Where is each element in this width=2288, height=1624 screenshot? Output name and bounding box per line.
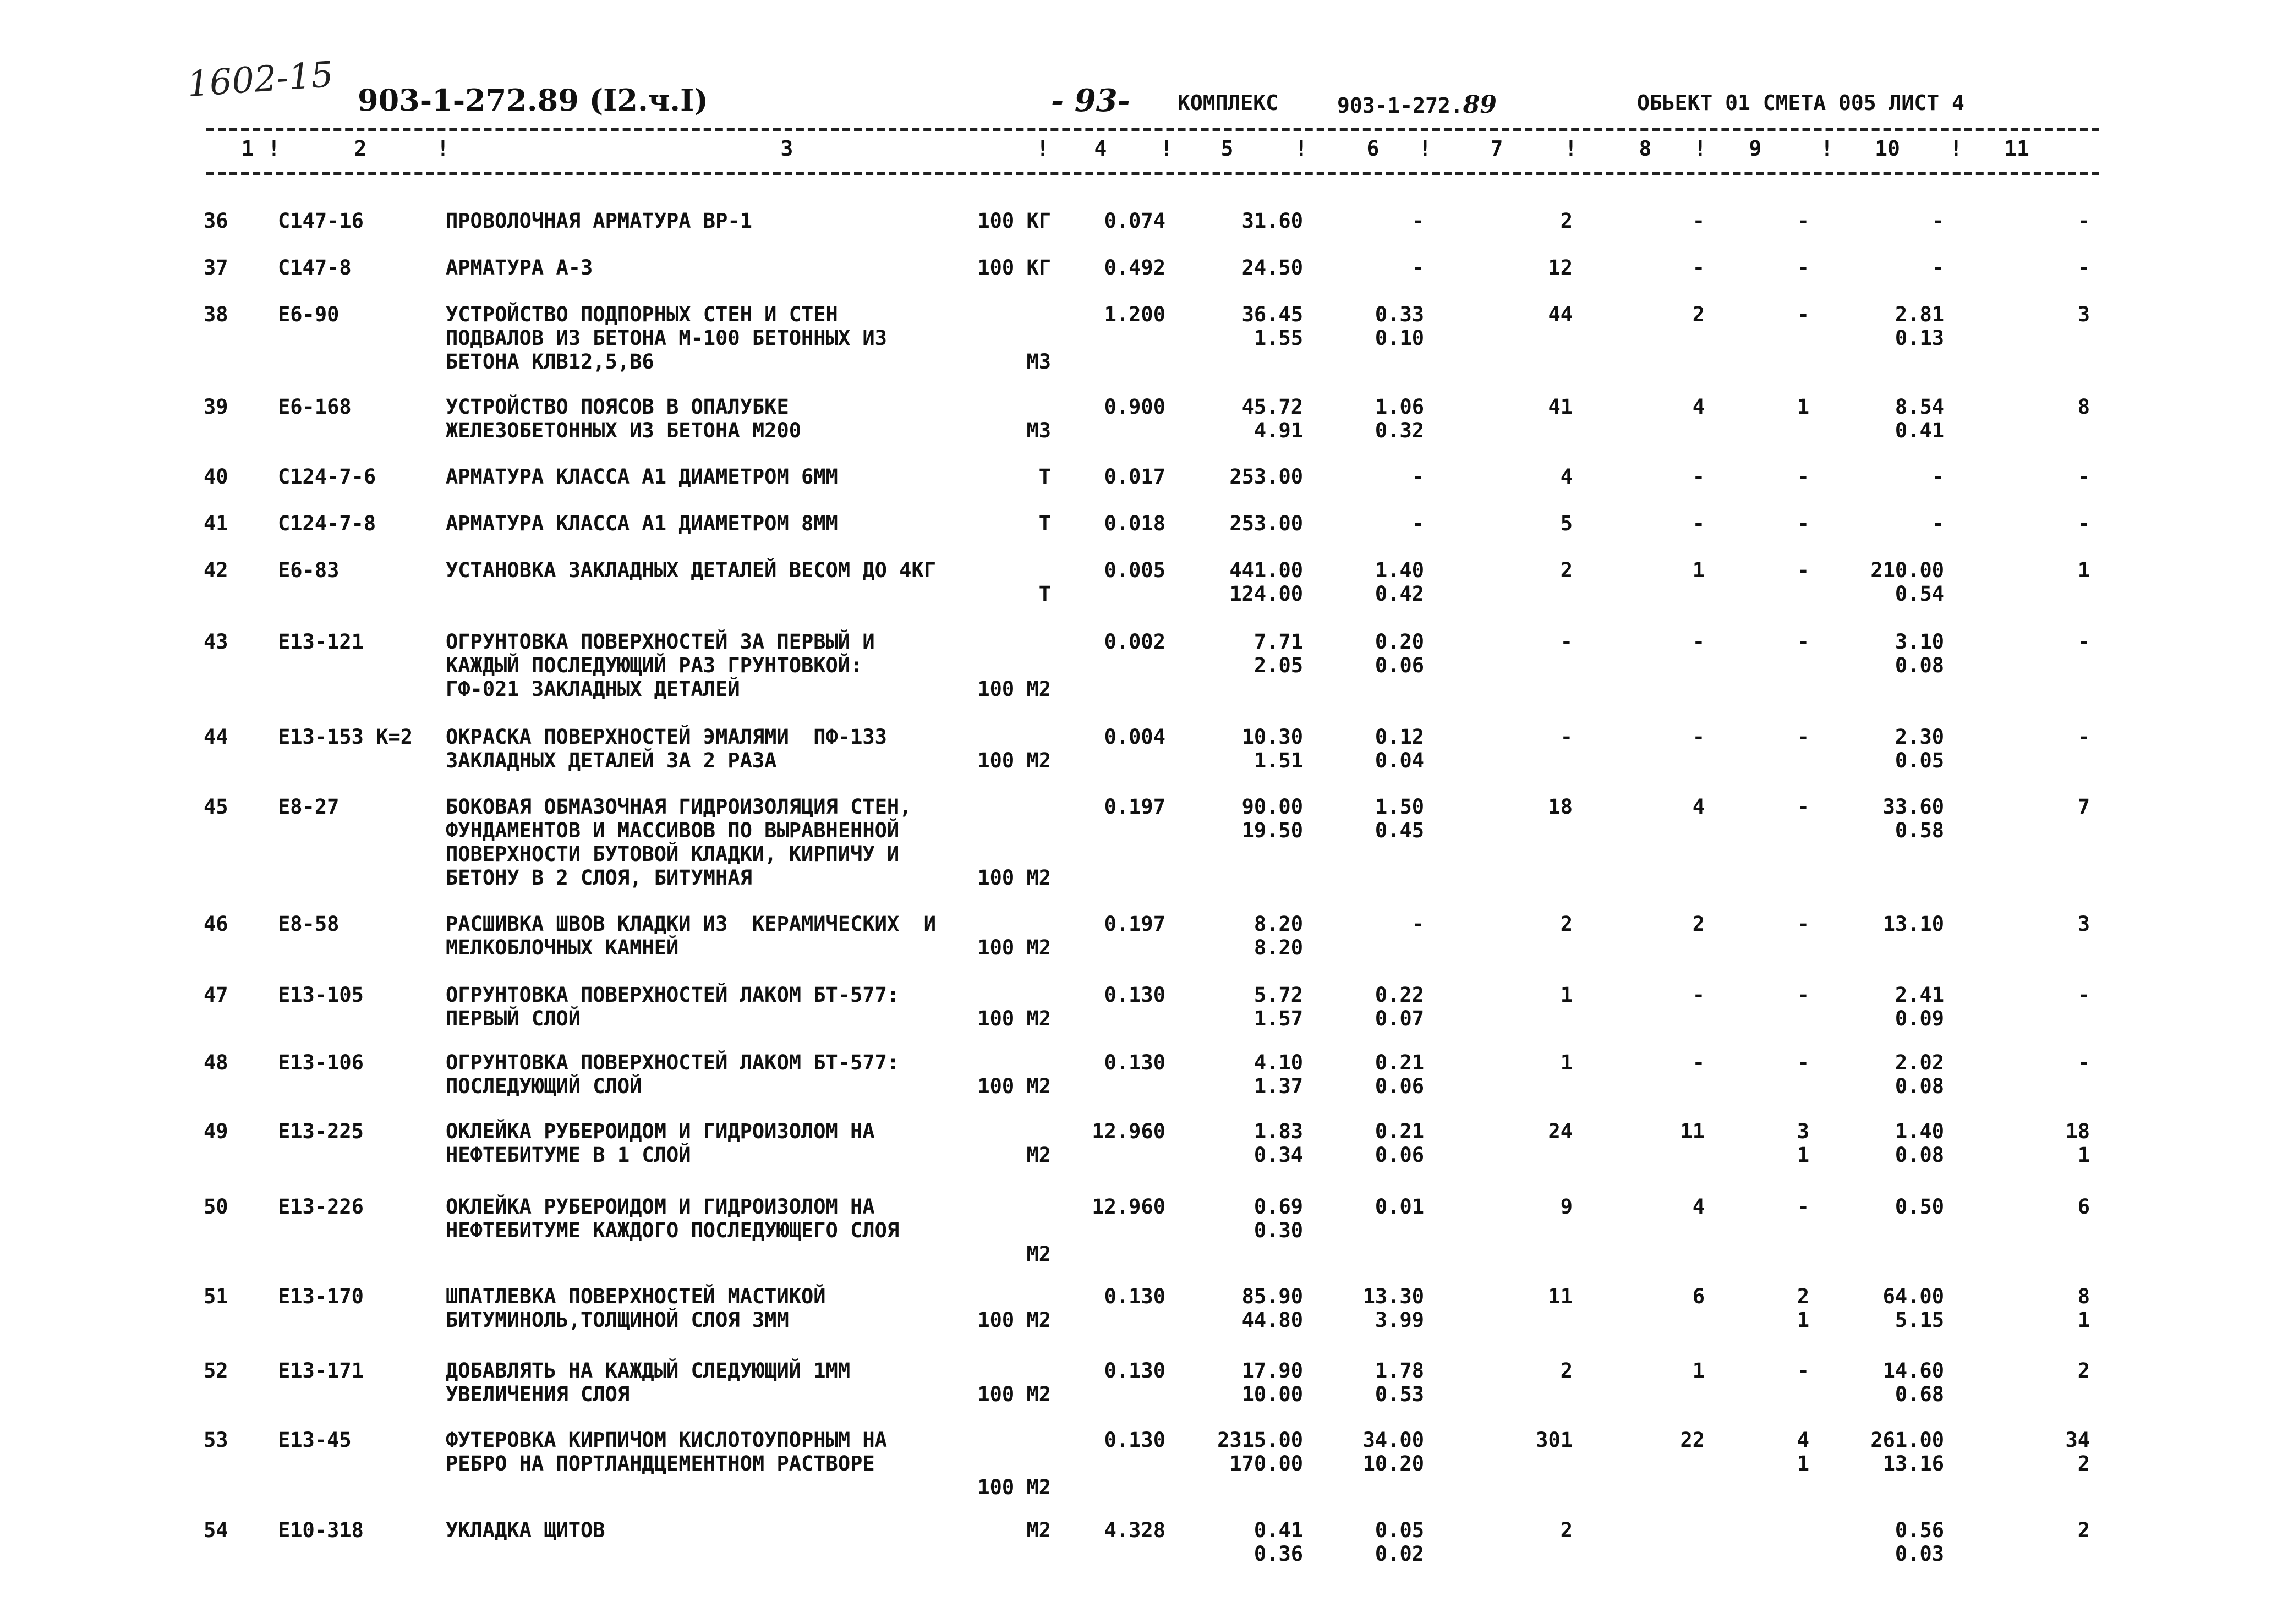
unit-cost: 441.00 124.00 bbox=[1229, 558, 1303, 606]
norm-code: Е13-226 bbox=[278, 1195, 364, 1219]
work-description: УКЛАДКА ЩИТОВ bbox=[446, 1518, 605, 1542]
work-description: ФУТЕРОВКА КИРПИЧОМ КИСЛОТОУПОРНЫМ НА РЕБРО НА ПОРТЛАНДЦЕМЕНТНОМ РАСТВОРЕ bbox=[446, 1428, 887, 1475]
column-number: 2 bbox=[354, 136, 367, 161]
unit-of-measure: М2 bbox=[1026, 1518, 1051, 1542]
machine-cost: 0.33 0.10 bbox=[1375, 303, 1424, 350]
column-number: 1 bbox=[241, 136, 254, 161]
total-cost: 2 bbox=[1560, 1518, 1573, 1542]
unit-of-measure: 100 КГ bbox=[977, 256, 1051, 279]
machine-wages: - bbox=[1797, 465, 1809, 489]
labor-total: - bbox=[2077, 630, 2090, 654]
labor-costs: 0.50 bbox=[1895, 1195, 1944, 1219]
column-separator: ! bbox=[1295, 136, 1308, 161]
labor-costs: 3.10 0.08 bbox=[1895, 630, 1944, 677]
quantity: 4.328 bbox=[1104, 1518, 1165, 1542]
machine-wages: - bbox=[1797, 209, 1809, 233]
labor-costs: 2.30 0.05 bbox=[1895, 725, 1944, 772]
labor-costs: 2.02 0.08 bbox=[1895, 1051, 1944, 1098]
quantity: 0.074 bbox=[1104, 209, 1165, 233]
quantity: 0.197 bbox=[1104, 795, 1165, 819]
quantity: 0.004 bbox=[1104, 725, 1165, 749]
kompleks-year: 89 bbox=[1463, 91, 1497, 119]
labor-total: - bbox=[2077, 1051, 2090, 1074]
labor-total: 8 bbox=[2077, 395, 2090, 419]
quantity: 0.492 bbox=[1104, 256, 1165, 279]
machine-wages: - bbox=[1797, 630, 1809, 654]
labor-total: - bbox=[2077, 725, 2090, 749]
unit-cost: 7.71 2.05 bbox=[1254, 630, 1303, 677]
norm-code: Е13-171 bbox=[278, 1359, 364, 1382]
labor-costs: 2.41 0.09 bbox=[1895, 983, 1944, 1030]
work-description: ДОБАВЛЯТЬ НА КАЖДЫЙ СЛЕДУЮЩИЙ 1ММ УВЕЛИЧЕНИЯ СЛОЯ bbox=[446, 1359, 851, 1406]
unit-of-measure: 100 М2 bbox=[977, 677, 1051, 701]
labor-total: - bbox=[2077, 256, 2090, 279]
wages: - bbox=[1692, 630, 1705, 654]
labor-total: 7 bbox=[2077, 795, 2090, 819]
row-number: 46 bbox=[204, 912, 228, 936]
document-code: 903-1-272.89 (I2.ч.I) bbox=[358, 83, 708, 118]
unit-of-measure: 100 М2 bbox=[977, 866, 1051, 890]
total-cost: 24 bbox=[1548, 1120, 1573, 1143]
machine-wages: - bbox=[1797, 558, 1809, 582]
wages: 6 bbox=[1692, 1285, 1705, 1308]
machine-wages: - bbox=[1797, 1051, 1809, 1074]
column-number: 9 bbox=[1749, 136, 1762, 161]
row-number: 41 bbox=[204, 512, 228, 535]
machine-cost: 0.20 0.06 bbox=[1375, 630, 1424, 677]
labor-costs: - bbox=[1931, 209, 1944, 233]
unit-cost: 17.90 10.00 bbox=[1241, 1359, 1303, 1406]
work-description: ОГРУНТОВКА ПОВЕРХНОСТЕЙ ЗА ПЕРВЫЙ И КАЖДЫЙ ПОСЛЕДУЮЩИЙ РАЗ ГРУНТОВКОЙ: ГФ-021 ЗАКЛАДНЫХ ДЕТАЛЕЙ bbox=[446, 630, 875, 701]
row-number: 50 bbox=[204, 1195, 228, 1219]
labor-costs: 13.10 bbox=[1882, 912, 1944, 936]
column-separator: ! bbox=[1036, 136, 1049, 161]
row-number: 45 bbox=[204, 795, 228, 819]
unit-cost: 2315.00 170.00 bbox=[1217, 1428, 1303, 1475]
total-cost: 12 bbox=[1548, 256, 1573, 279]
unit-cost: 253.00 bbox=[1229, 465, 1303, 489]
labor-total: - bbox=[2077, 983, 2090, 1007]
quantity: 0.130 bbox=[1104, 1359, 1165, 1382]
unit-cost: 31.60 bbox=[1241, 209, 1303, 233]
row-number: 43 bbox=[204, 630, 228, 654]
machine-cost: - bbox=[1411, 512, 1424, 535]
machine-wages: - bbox=[1797, 303, 1809, 326]
wages: - bbox=[1692, 256, 1705, 279]
unit-of-measure: 100 М2 bbox=[977, 1382, 1051, 1406]
unit-of-measure: М3 bbox=[1026, 419, 1051, 442]
work-description: УСТРОЙСТВО ПОЯСОВ В ОПАЛУБКЕ ЖЕЛЕЗОБЕТОННЫХ ИЗ БЕТОНА М200 bbox=[446, 395, 802, 442]
machine-cost: 0.12 0.04 bbox=[1375, 725, 1424, 772]
work-description: АРМАТУРА КЛАССА А1 ДИАМЕТРОМ 8ММ bbox=[446, 512, 838, 535]
unit-cost: 253.00 bbox=[1229, 512, 1303, 535]
labor-costs: - bbox=[1931, 512, 1944, 535]
column-number: 4 bbox=[1094, 136, 1107, 161]
norm-code: Е6-168 bbox=[278, 395, 352, 419]
labor-total: - bbox=[2077, 209, 2090, 233]
unit-of-measure: 100 КГ bbox=[977, 209, 1051, 233]
work-description: ШПАТЛЕВКА ПОВЕРХНОСТЕЙ МАСТИКОЙ БИТУМИНОЛЬ,ТОЛЩИНОЙ СЛОЯ 3ММ bbox=[446, 1285, 826, 1332]
row-number: 44 bbox=[204, 725, 228, 749]
column-separator: ! bbox=[1160, 136, 1173, 161]
column-separator: ! bbox=[1419, 136, 1432, 161]
work-description: УСТРОЙСТВО ПОДПОРНЫХ СТЕН И СТЕН ПОДВАЛОВ ИЗ БЕТОНА М-100 БЕТОННЫХ ИЗ БЕТОНА КЛВ12,5,В6 bbox=[446, 303, 887, 374]
work-description: ОГРУНТОВКА ПОВЕРХНОСТЕЙ ЛАКОМ БТ-577: ПОСЛЕДУЮЩИЙ СЛОЙ bbox=[446, 1051, 900, 1098]
quantity: 1.200 bbox=[1104, 303, 1165, 326]
total-cost: 11 bbox=[1548, 1285, 1573, 1308]
wages: 2 bbox=[1692, 303, 1705, 326]
total-cost: 301 bbox=[1536, 1428, 1573, 1452]
wages: - bbox=[1692, 465, 1705, 489]
labor-total: 2 bbox=[2077, 1359, 2090, 1382]
wages: 4 bbox=[1692, 795, 1705, 819]
quantity: 0.005 bbox=[1104, 558, 1165, 582]
machine-cost: 1.78 0.53 bbox=[1375, 1359, 1424, 1406]
norm-code: С124-7-8 bbox=[278, 512, 376, 535]
row-number: 49 bbox=[204, 1120, 228, 1143]
labor-total: 3 bbox=[2077, 912, 2090, 936]
labor-total: 18 1 bbox=[2065, 1120, 2090, 1167]
work-description: ПРОВОЛОЧНАЯ АРМАТУРА ВР-1 bbox=[446, 209, 752, 233]
work-description: АРМАТУРА КЛАССА А1 ДИАМЕТРОМ 6ММ bbox=[446, 465, 838, 489]
labor-total: - bbox=[2077, 512, 2090, 535]
row-number: 42 bbox=[204, 558, 228, 582]
wages: 11 bbox=[1680, 1120, 1705, 1143]
machine-cost: - bbox=[1411, 465, 1424, 489]
labor-total: 34 2 bbox=[2065, 1428, 2090, 1475]
machine-wages: - bbox=[1797, 912, 1809, 936]
unit-of-measure: Т bbox=[1038, 582, 1051, 606]
norm-code: Е6-90 bbox=[278, 303, 340, 326]
total-cost: 9 bbox=[1560, 1195, 1573, 1219]
wages: 2 bbox=[1692, 912, 1705, 936]
work-description: ОКРАСКА ПОВЕРХНОСТЕЙ ЭМАЛЯМИ ПФ-133 ЗАКЛАДНЫХ ДЕТАЛЕЙ ЗА 2 РАЗА bbox=[446, 725, 887, 772]
total-cost: 44 bbox=[1548, 303, 1573, 326]
machine-cost: 13.30 3.99 bbox=[1362, 1285, 1424, 1332]
unit-of-measure: 100 М2 bbox=[977, 1308, 1051, 1332]
total-cost: - bbox=[1560, 725, 1573, 749]
machine-wages: - bbox=[1797, 256, 1809, 279]
norm-code: С124-7-6 bbox=[278, 465, 376, 489]
work-description: УСТАНОВКА ЗАКЛАДНЫХ ДЕТАЛЕЙ ВЕСОМ ДО 4КГ bbox=[446, 558, 937, 582]
kompleks-label: КОМПЛЕКС bbox=[1178, 91, 1279, 115]
wages: - bbox=[1692, 725, 1705, 749]
labor-costs: - bbox=[1931, 256, 1944, 279]
quantity: 12.960 bbox=[1092, 1120, 1165, 1143]
labor-costs: 64.00 5.15 bbox=[1882, 1285, 1944, 1332]
wages: - bbox=[1692, 1051, 1705, 1074]
machine-cost: 34.00 10.20 bbox=[1362, 1428, 1424, 1475]
row-number: 47 bbox=[204, 983, 228, 1007]
machine-cost: 0.01 bbox=[1375, 1195, 1424, 1219]
total-cost: 1 bbox=[1560, 1051, 1573, 1074]
quantity: 0.130 bbox=[1104, 1428, 1165, 1452]
row-number: 48 bbox=[204, 1051, 228, 1074]
labor-total: 1 bbox=[2077, 558, 2090, 582]
unit-cost: 90.00 19.50 bbox=[1241, 795, 1303, 842]
column-separator: ! bbox=[1950, 136, 1963, 161]
norm-code: Е6-83 bbox=[278, 558, 340, 582]
total-cost: 2 bbox=[1560, 209, 1573, 233]
row-number: 53 bbox=[204, 1428, 228, 1452]
total-cost: 18 bbox=[1548, 795, 1573, 819]
unit-cost: 1.83 0.34 bbox=[1254, 1120, 1303, 1167]
norm-code: Е10-318 bbox=[278, 1518, 364, 1542]
labor-total: 2 bbox=[2077, 1518, 2090, 1542]
row-number: 51 bbox=[204, 1285, 228, 1308]
norm-code: Е13-225 bbox=[278, 1120, 364, 1143]
labor-total: 8 1 bbox=[2077, 1285, 2090, 1332]
labor-total: - bbox=[2077, 465, 2090, 489]
quantity: 0.130 bbox=[1104, 1051, 1165, 1074]
column-number: 10 bbox=[1875, 136, 1900, 161]
unit-of-measure: 100 М2 bbox=[977, 749, 1051, 772]
unit-of-measure: М3 bbox=[1026, 350, 1051, 374]
quantity: 12.960 bbox=[1092, 1195, 1165, 1219]
labor-costs: 210.00 0.54 bbox=[1870, 558, 1944, 606]
machine-cost: 0.05 0.02 bbox=[1375, 1518, 1424, 1566]
norm-code: Е13-106 bbox=[278, 1051, 364, 1074]
work-description: ОГРУНТОВКА ПОВЕРХНОСТЕЙ ЛАКОМ БТ-577: ПЕРВЫЙ СЛОЙ bbox=[446, 983, 900, 1030]
wages: 1 bbox=[1692, 1359, 1705, 1382]
total-cost: 1 bbox=[1560, 983, 1573, 1007]
column-separator: ! bbox=[436, 136, 450, 161]
total-cost: 4 bbox=[1560, 465, 1573, 489]
machine-cost: 0.21 0.06 bbox=[1375, 1051, 1424, 1098]
work-description: АРМАТУРА А-3 bbox=[446, 256, 593, 279]
column-number: 11 bbox=[2004, 136, 2029, 161]
machine-wages: 3 1 bbox=[1797, 1120, 1809, 1167]
column-number: 3 bbox=[780, 136, 793, 161]
handwritten-note: 1602-15 bbox=[185, 54, 335, 106]
norm-code: Е13-105 bbox=[278, 983, 364, 1007]
wages: 1 bbox=[1692, 558, 1705, 582]
unit-of-measure: 100 М2 bbox=[977, 1074, 1051, 1098]
unit-of-measure: Т bbox=[1038, 512, 1051, 535]
unit-of-measure: М2 bbox=[1026, 1242, 1051, 1266]
norm-code: С147-16 bbox=[278, 209, 364, 233]
norm-code: Е13-153 К=2 bbox=[278, 725, 413, 749]
labor-costs: 261.00 13.16 bbox=[1870, 1428, 1944, 1475]
machine-wages: 1 bbox=[1797, 395, 1809, 419]
column-separator: ! bbox=[1694, 136, 1707, 161]
quantity: 0.018 bbox=[1104, 512, 1165, 535]
quantity: 0.130 bbox=[1104, 983, 1165, 1007]
wages: 4 bbox=[1692, 1195, 1705, 1219]
unit-cost: 36.45 1.55 bbox=[1241, 303, 1303, 350]
machine-wages: - bbox=[1797, 512, 1809, 535]
object-info: ОБЬЕКТ 01 СМЕТА 005 ЛИСТ 4 bbox=[1637, 91, 1964, 115]
row-number: 38 bbox=[204, 303, 228, 326]
labor-costs: 33.60 0.58 bbox=[1882, 795, 1944, 842]
quantity: 0.130 bbox=[1104, 1285, 1165, 1308]
machine-cost: 1.50 0.45 bbox=[1375, 795, 1424, 842]
quantity: 0.900 bbox=[1104, 395, 1165, 419]
column-number: 7 bbox=[1490, 136, 1503, 161]
machine-cost: - bbox=[1411, 209, 1424, 233]
total-cost: 2 bbox=[1560, 558, 1573, 582]
unit-cost: 85.90 44.80 bbox=[1241, 1285, 1303, 1332]
machine-wages: - bbox=[1797, 1359, 1809, 1382]
total-cost: 2 bbox=[1560, 912, 1573, 936]
page-number: - 93- bbox=[1051, 83, 1130, 119]
column-number: 8 bbox=[1639, 136, 1652, 161]
row-number: 36 bbox=[204, 209, 228, 233]
machine-cost: 0.21 0.06 bbox=[1375, 1120, 1424, 1167]
row-number: 39 bbox=[204, 395, 228, 419]
wages: 4 bbox=[1692, 395, 1705, 419]
column-separator: ! bbox=[1564, 136, 1578, 161]
unit-of-measure: Т bbox=[1038, 465, 1051, 489]
unit-of-measure: 100 М2 bbox=[977, 1475, 1051, 1499]
work-description: ОКЛЕЙКА РУБЕРОИДОМ И ГИДРОИЗОЛОМ НА НЕФТЕБИТУМЕ В 1 СЛОЙ bbox=[446, 1120, 875, 1167]
labor-total: 6 bbox=[2077, 1195, 2090, 1219]
column-separator: ! bbox=[267, 136, 281, 161]
norm-code: Е13-170 bbox=[278, 1285, 364, 1308]
labor-total: 3 bbox=[2077, 303, 2090, 326]
unit-of-measure: 100 М2 bbox=[977, 1007, 1051, 1030]
unit-cost: 10.30 1.51 bbox=[1241, 725, 1303, 772]
column-separator: ! bbox=[1820, 136, 1833, 161]
labor-costs: 1.40 0.08 bbox=[1895, 1120, 1944, 1167]
unit-cost: 24.50 bbox=[1241, 256, 1303, 279]
work-description: ОКЛЕЙКА РУБЕРОИДОМ И ГИДРОИЗОЛОМ НА НЕФТЕБИТУМЕ КАЖДОГО ПОСЛЕДУЮЩЕГО СЛОЯ bbox=[446, 1195, 900, 1242]
wages: 22 bbox=[1680, 1428, 1705, 1452]
row-number: 54 bbox=[204, 1518, 228, 1542]
unit-cost: 4.10 1.37 bbox=[1254, 1051, 1303, 1098]
total-cost: 2 bbox=[1560, 1359, 1573, 1382]
norm-code: Е8-58 bbox=[278, 912, 340, 936]
row-number: 37 bbox=[204, 256, 228, 279]
unit-cost: 45.72 4.91 bbox=[1241, 395, 1303, 442]
unit-of-measure: М2 bbox=[1026, 1143, 1051, 1167]
norm-code: С147-8 bbox=[278, 256, 352, 279]
row-number: 52 bbox=[204, 1359, 228, 1382]
quantity: 0.197 bbox=[1104, 912, 1165, 936]
machine-wages: 2 1 bbox=[1797, 1285, 1809, 1332]
column-number: 5 bbox=[1220, 136, 1234, 161]
norm-code: Е8-27 bbox=[278, 795, 340, 819]
unit-cost: 0.69 0.30 bbox=[1254, 1195, 1303, 1242]
unit-of-measure: 100 М2 bbox=[977, 936, 1051, 959]
machine-cost: 1.06 0.32 bbox=[1375, 395, 1424, 442]
norm-code: Е13-121 bbox=[278, 630, 364, 654]
labor-costs: 14.60 0.68 bbox=[1882, 1359, 1944, 1406]
row-number: 40 bbox=[204, 465, 228, 489]
labor-costs: 2.81 0.13 bbox=[1895, 303, 1944, 350]
work-description: БОКОВАЯ ОБМАЗОЧНАЯ ГИДРОИЗОЛЯЦИЯ СТЕН, ФУНДАМЕНТОВ И МАССИВОВ ПО ВЫРАВНЕННОЙ ПОВЕРХНОСТИ БУТОВОЙ КЛАДКИ, КИРПИЧУ И БЕТОНУ В 2 СЛОЯ, БИТУМНАЯ bbox=[446, 795, 912, 890]
unit-cost: 8.20 8.20 bbox=[1254, 912, 1303, 959]
machine-wages: - bbox=[1797, 725, 1809, 749]
labor-costs: 0.56 0.03 bbox=[1895, 1518, 1944, 1566]
work-description: РАСШИВКА ШВОВ КЛАДКИ ИЗ КЕРАМИЧЕСКИХ И МЕЛКОБЛОЧНЫХ КАМНЕЙ bbox=[446, 912, 937, 959]
total-cost: 41 bbox=[1548, 395, 1573, 419]
machine-cost: 1.40 0.42 bbox=[1375, 558, 1424, 606]
total-cost: - bbox=[1560, 630, 1573, 654]
machine-wages: 4 1 bbox=[1797, 1428, 1809, 1475]
norm-code: Е13-45 bbox=[278, 1428, 352, 1452]
column-number: 6 bbox=[1366, 136, 1380, 161]
labor-costs: - bbox=[1931, 465, 1944, 489]
labor-costs: 8.54 0.41 bbox=[1895, 395, 1944, 442]
wages: - bbox=[1692, 983, 1705, 1007]
total-cost: 5 bbox=[1560, 512, 1573, 535]
machine-wages: - bbox=[1797, 795, 1809, 819]
quantity: 0.017 bbox=[1104, 465, 1165, 489]
machine-wages: - bbox=[1797, 983, 1809, 1007]
machine-cost: 0.22 0.07 bbox=[1375, 983, 1424, 1030]
quantity: 0.002 bbox=[1104, 630, 1165, 654]
unit-cost: 0.41 0.36 bbox=[1254, 1518, 1303, 1566]
unit-cost: 5.72 1.57 bbox=[1254, 983, 1303, 1030]
machine-cost: - bbox=[1411, 912, 1424, 936]
wages: - bbox=[1692, 209, 1705, 233]
kompleks-code-number: 903-1-272. bbox=[1337, 94, 1463, 118]
machine-cost: - bbox=[1411, 256, 1424, 279]
wages: - bbox=[1692, 512, 1705, 535]
machine-wages: - bbox=[1797, 1195, 1809, 1219]
